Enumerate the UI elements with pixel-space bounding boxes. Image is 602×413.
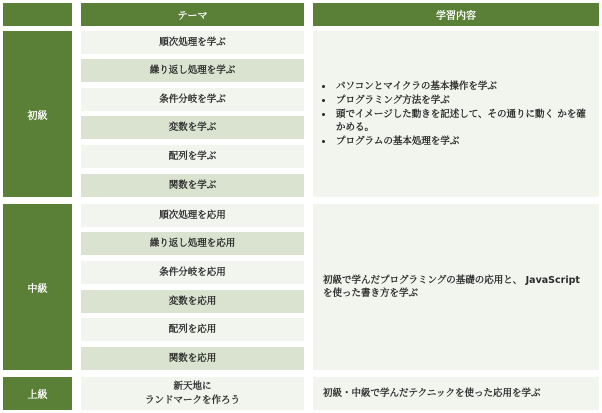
header-content: 学習内容 [313, 3, 599, 26]
level-intermediate: 中級 [3, 204, 72, 370]
theme-row: 繰り返し処理を学ぶ [81, 59, 304, 82]
content-text: 初級・中級で学んだテクニックを使った応用を学ぶ [323, 388, 541, 399]
header-level-cell [3, 3, 72, 26]
content-text: 初級で学んだプログラミングの基礎の応用と、 JavaScriptを使った書き方を学ぶ [323, 275, 580, 299]
theme-row: 条件分岐を学ぶ [81, 88, 304, 111]
content-beginner [313, 31, 599, 197]
theme-row: 配列を応用 [81, 318, 304, 341]
theme-row: 変数を学ぶ [81, 116, 304, 139]
theme-row: 新天地に ランドマークを作ろう [81, 377, 304, 410]
theme-row: 順次処理を応用 [81, 204, 304, 227]
content-advanced [313, 377, 599, 410]
theme-row: 順次処理を学ぶ [81, 31, 304, 54]
theme-row: 関数を学ぶ [81, 174, 304, 197]
level-beginner: 初級 [3, 31, 72, 197]
header-theme: テーマ [81, 3, 304, 26]
content-bullet: • パソコンとマイクラの基本操作を学ぶ [334, 80, 587, 93]
content-bullet: • 頭でイメージした動きを記述して、その通りに動く かを確かめる。 [334, 108, 587, 134]
theme-row: 関数を応用 [81, 347, 304, 370]
content-bullet: • プログラミング方法を学ぶ [334, 94, 587, 107]
level-advanced: 上級 [3, 377, 72, 410]
content-bullet: • プログラムの基本処理を学ぶ [334, 135, 587, 148]
theme-row: 配列を学ぶ [81, 145, 304, 168]
content-intermediate [313, 204, 599, 370]
content-bullet-list [319, 80, 587, 149]
theme-row: 変数を応用 [81, 290, 304, 313]
theme-row: 繰り返し処理を応用 [81, 232, 304, 255]
theme-row: 条件分岐を応用 [81, 261, 304, 284]
